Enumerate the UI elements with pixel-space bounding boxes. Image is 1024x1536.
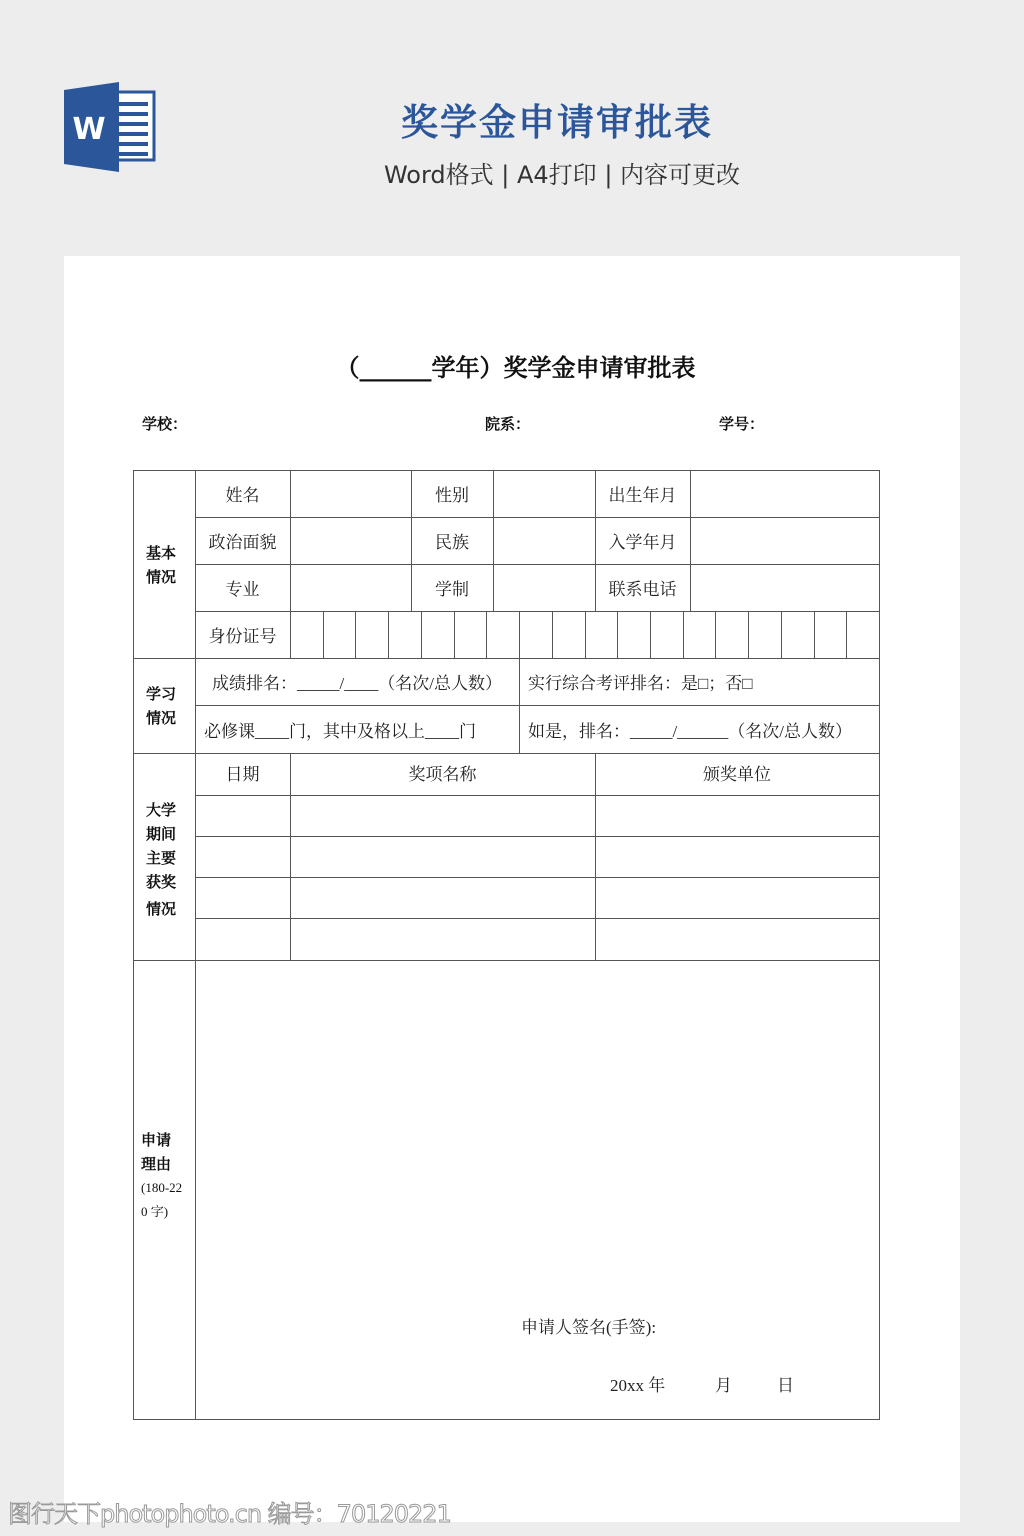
award-name-field[interactable] bbox=[290, 877, 595, 918]
date-month: 月 bbox=[715, 1375, 732, 1395]
label-major: 专业 bbox=[225, 580, 260, 599]
major-field[interactable] bbox=[290, 564, 411, 611]
department-label: 院系： bbox=[485, 415, 531, 433]
award-issuer-field[interactable] bbox=[595, 795, 879, 836]
id-digit-box[interactable] bbox=[617, 611, 650, 658]
award-name-field[interactable] bbox=[290, 918, 595, 960]
awards-header-date: 日期 bbox=[225, 764, 260, 784]
award-date-field[interactable] bbox=[195, 836, 290, 877]
label-program-length: 学制 bbox=[435, 580, 469, 599]
label-id-number: 身份证号 bbox=[208, 627, 277, 646]
award-issuer-field[interactable] bbox=[595, 918, 879, 960]
name-field[interactable] bbox=[290, 470, 411, 517]
signature-label: 申请人签名(手签): bbox=[521, 1317, 657, 1337]
section-study: 学习 情况 bbox=[146, 685, 177, 727]
section-basic-info: 基本 情况 bbox=[146, 544, 177, 586]
section-reason: 申请 理由 (180-22 0 字) bbox=[141, 1131, 183, 1219]
school-label: 学校： bbox=[142, 415, 188, 433]
section-awards: 大学 期间 主要 获奖 情况 bbox=[146, 801, 177, 918]
awards-header-name: 奖项名称 bbox=[408, 764, 477, 784]
id-digit-box[interactable] bbox=[552, 611, 585, 658]
id-digit-box[interactable] bbox=[846, 611, 879, 658]
award-issuer-field[interactable] bbox=[595, 836, 879, 877]
award-date-field[interactable] bbox=[195, 877, 290, 918]
if-yes-ranking-text: 如是，排名：_____/______（名次/总人数） bbox=[528, 721, 852, 741]
id-digit-box[interactable] bbox=[683, 611, 716, 658]
id-digit-box[interactable] bbox=[585, 611, 618, 658]
id-digit-box[interactable] bbox=[421, 611, 454, 658]
award-name-field[interactable] bbox=[290, 795, 595, 836]
id-digit-box[interactable] bbox=[486, 611, 519, 658]
document-title: （______学年）奖学金申请审批表 bbox=[335, 354, 696, 382]
reason-field[interactable] bbox=[195, 960, 879, 1300]
id-digit-box[interactable] bbox=[355, 611, 388, 658]
label-political-status: 政治面貌 bbox=[208, 533, 277, 552]
ranking-text: 成绩排名：_____/____（名次/总人数） bbox=[212, 674, 502, 693]
award-date-field[interactable] bbox=[195, 795, 290, 836]
id-digit-box[interactable] bbox=[454, 611, 487, 658]
courses-text: 必修课____门，其中及格以上____门 bbox=[204, 721, 476, 741]
enrollment-field[interactable] bbox=[690, 517, 879, 564]
comprehensive-evaluation-text: 实行综合考评排名：是□；否□ bbox=[528, 674, 753, 693]
label-name: 姓名 bbox=[225, 486, 260, 505]
birth-field[interactable] bbox=[690, 470, 879, 517]
id-digit-box[interactable] bbox=[715, 611, 748, 658]
watermark: 图行天下photophoto.cn 编号：70120221 bbox=[8, 1500, 451, 1528]
banner-title: 奖学金申请审批表 bbox=[401, 101, 713, 144]
table-rule bbox=[879, 470, 880, 1420]
label-birth: 出生年月 bbox=[608, 486, 677, 505]
label-ethnicity: 民族 bbox=[435, 533, 469, 552]
student-id-label: 学号： bbox=[719, 415, 765, 433]
id-digit-box[interactable] bbox=[814, 611, 847, 658]
label-enrollment: 入学年月 bbox=[608, 533, 677, 552]
political-status-field[interactable] bbox=[290, 517, 411, 564]
ethnicity-field[interactable] bbox=[493, 517, 595, 564]
id-digit-box[interactable] bbox=[323, 611, 356, 658]
id-digit-box[interactable] bbox=[290, 611, 323, 658]
program-length-field[interactable] bbox=[493, 564, 595, 611]
award-issuer-field[interactable] bbox=[595, 877, 879, 918]
gender-field[interactable] bbox=[493, 470, 595, 517]
id-digit-box[interactable] bbox=[388, 611, 421, 658]
phone-field[interactable] bbox=[690, 564, 879, 611]
label-gender: 性别 bbox=[435, 486, 469, 505]
id-digit-box[interactable] bbox=[650, 611, 683, 658]
date-day: 日 bbox=[777, 1375, 794, 1395]
id-digit-box[interactable] bbox=[748, 611, 781, 658]
date-year: 20xx 年 bbox=[610, 1375, 666, 1395]
table-rule bbox=[133, 1419, 880, 1420]
table-rule bbox=[133, 470, 134, 1420]
award-date-field[interactable] bbox=[195, 918, 290, 960]
banner-subtitle: Word格式 | A4打印 | 内容可更改 bbox=[383, 161, 741, 189]
id-digit-box[interactable] bbox=[519, 611, 552, 658]
award-name-field[interactable] bbox=[290, 836, 595, 877]
id-digit-box[interactable] bbox=[781, 611, 814, 658]
svg-text:W: W bbox=[72, 112, 106, 147]
label-phone: 联系电话 bbox=[608, 580, 677, 599]
awards-header-issuer: 颁奖单位 bbox=[703, 764, 771, 784]
